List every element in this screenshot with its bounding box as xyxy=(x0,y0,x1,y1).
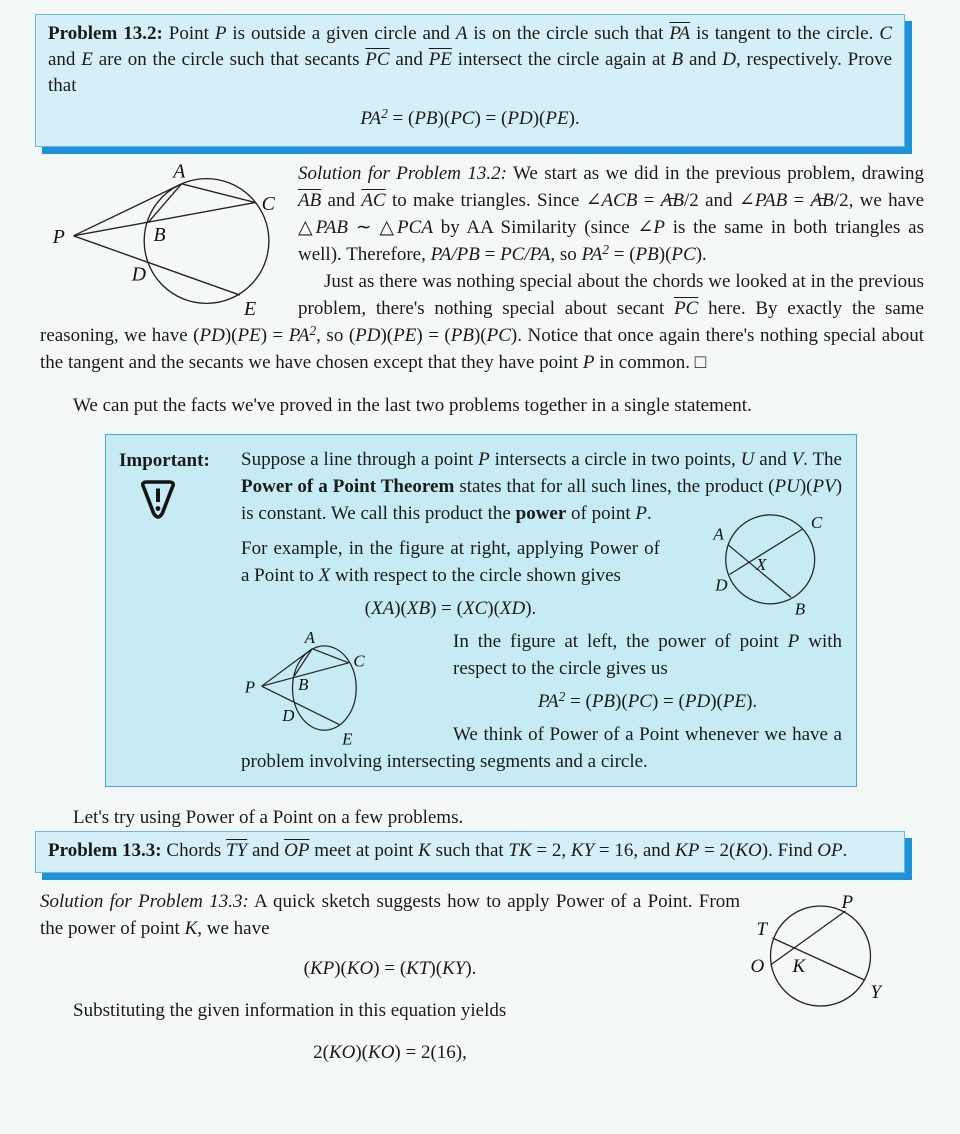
point-label-y: Y xyxy=(870,982,882,1003)
point-label-e: E xyxy=(243,297,257,320)
point-label-d: D xyxy=(282,705,295,725)
solution-13-3-paragraph-2: Substituting the given information in this equation yields xyxy=(73,1000,507,1021)
power-example-equation: (XA)(XB) = (XC)(XD). xyxy=(364,598,537,619)
important-label: Important: xyxy=(119,450,210,471)
solution-13-2 xyxy=(40,160,924,376)
point-label-a: A xyxy=(304,630,315,648)
important-paragraph-1: Suppose a line through a point P intersects a circle in two points, U and V. The Power of a Point Theorem states that for all such lines, the product (PU)(PV) is constant. We call this product the power of point P. xyxy=(241,449,843,524)
chord-ac xyxy=(312,649,349,663)
important-paragraph-2: For example, in the figure at right, applying Power of a Point to X with respect to the circle shown gives xyxy=(241,538,660,586)
chord-ty xyxy=(773,938,865,980)
power-of-k-equation: (KP)(KO) = (KT)(KY). xyxy=(303,958,477,979)
circle-shape xyxy=(771,906,871,1006)
important-box xyxy=(105,434,857,787)
solution-13-2-paragraph-2: Just as there was nothing special about the chords we looked at in the previous problem, there's nothing special about secant $\overline{PC}$ here. By exactly the same reasoning, we have $(PD)(PE) = PA^2$, so (PD)(PE) = (PB)(PC). Notice that once again there's nothing special about the tangent and the secants we have chosen except that they have point P in common. □ xyxy=(40,271,924,373)
problem-13-2-label: Problem 13.2: xyxy=(48,23,163,44)
important-side-column xyxy=(119,446,231,775)
problem-13-2-box xyxy=(35,14,905,147)
point-label-k: K xyxy=(792,956,806,977)
point-label-c: C xyxy=(353,651,365,671)
important-paragraph-4: We think of Power of a Point whenever we have a problem involving intersecting segments and a circle. xyxy=(241,724,842,772)
chord-op xyxy=(771,911,846,965)
point-label-a: A xyxy=(713,524,724,544)
figure-chords-x xyxy=(670,513,842,619)
figure-tangent-secant-large xyxy=(40,162,292,320)
point-label-b: B xyxy=(153,224,166,246)
point-label-p: P xyxy=(841,892,854,913)
point-label-p: P xyxy=(52,226,65,249)
point-label-o: O xyxy=(750,956,765,977)
point-label-p: P xyxy=(244,677,256,697)
solution-13-2-paragraph-1: Solution for Problem 13.2: We start as we did in the previous problem, drawing $\overline{AB}$ and $\overline{AC}$ to make triangles. Since ∠ACB = AB/2 and ∠PAB = AB/2, we have △PAB ∼ △PCA by AA Similarity (since ∠P is the same in both triangles as well). Therefore, PA/PB = PC/PA, so $PA^2 = (PB)(PC)$. xyxy=(298,163,925,265)
important-body xyxy=(241,446,842,775)
problem-13-3-box xyxy=(35,831,905,873)
point-label-d: D xyxy=(715,575,728,595)
point-label-t: T xyxy=(756,919,768,940)
power-of-point-equation: $PA^2 = (PB)(PC) = (PD)(PE)$. xyxy=(537,689,758,712)
solution-13-3 xyxy=(40,888,924,1066)
point-label-c: C xyxy=(810,513,823,533)
point-label-d: D xyxy=(131,263,146,286)
point-label-c: C xyxy=(261,192,275,215)
figure-chords-ty-op xyxy=(746,888,924,1056)
circle-shape xyxy=(726,515,815,604)
point-label-b: B xyxy=(298,674,309,694)
solution-13-3-paragraph-1: Solution for Problem 13.3: A quick sketch suggests how to apply Power of a Point. From the power of point K, we have xyxy=(40,891,740,939)
bridge-sentence: We can put the facts we've proved in the last two problems together in a single statement. xyxy=(73,395,752,416)
point-label-e: E xyxy=(342,729,353,748)
figure-tangent-secant-small xyxy=(241,630,445,748)
problem-13-2-equation: $PA^2 = (PB)(PC) = (PD)(PE)$. xyxy=(360,106,580,129)
point-label-x: X xyxy=(756,554,767,574)
chord-ab xyxy=(294,649,312,676)
problem-13-3-body: Chords $\overline{TY}$ and $\overline{OP}$ meet at point K such that TK = 2, KY = 16, and KP = 2(KO). Find OP. xyxy=(161,840,848,861)
point-label-a: A xyxy=(173,162,186,183)
problem-13-2-body: Point P is outside a given circle and A is on the circle such that $\overline{PA}$ is tangent to the circle. C and E are on the circle such that secants $\overline{PC}$ and $\overline{PE}$ intersect the circle again at B and D, respectively. Prove that xyxy=(48,23,892,96)
warning-exclamation-icon xyxy=(137,478,231,524)
lets-try-sentence: Let's try using Power of a Point on a few problems. xyxy=(73,807,464,828)
substitution-equation: 2(KO)(KO) = 2(16), xyxy=(313,1042,467,1063)
point-label-b: B xyxy=(794,599,806,619)
chord-ac xyxy=(182,184,256,203)
important-paragraph-3: In the figure at left, the power of point P with respect to the circle gives us xyxy=(453,631,842,679)
problem-13-3-label: Problem 13.3: xyxy=(48,840,162,861)
